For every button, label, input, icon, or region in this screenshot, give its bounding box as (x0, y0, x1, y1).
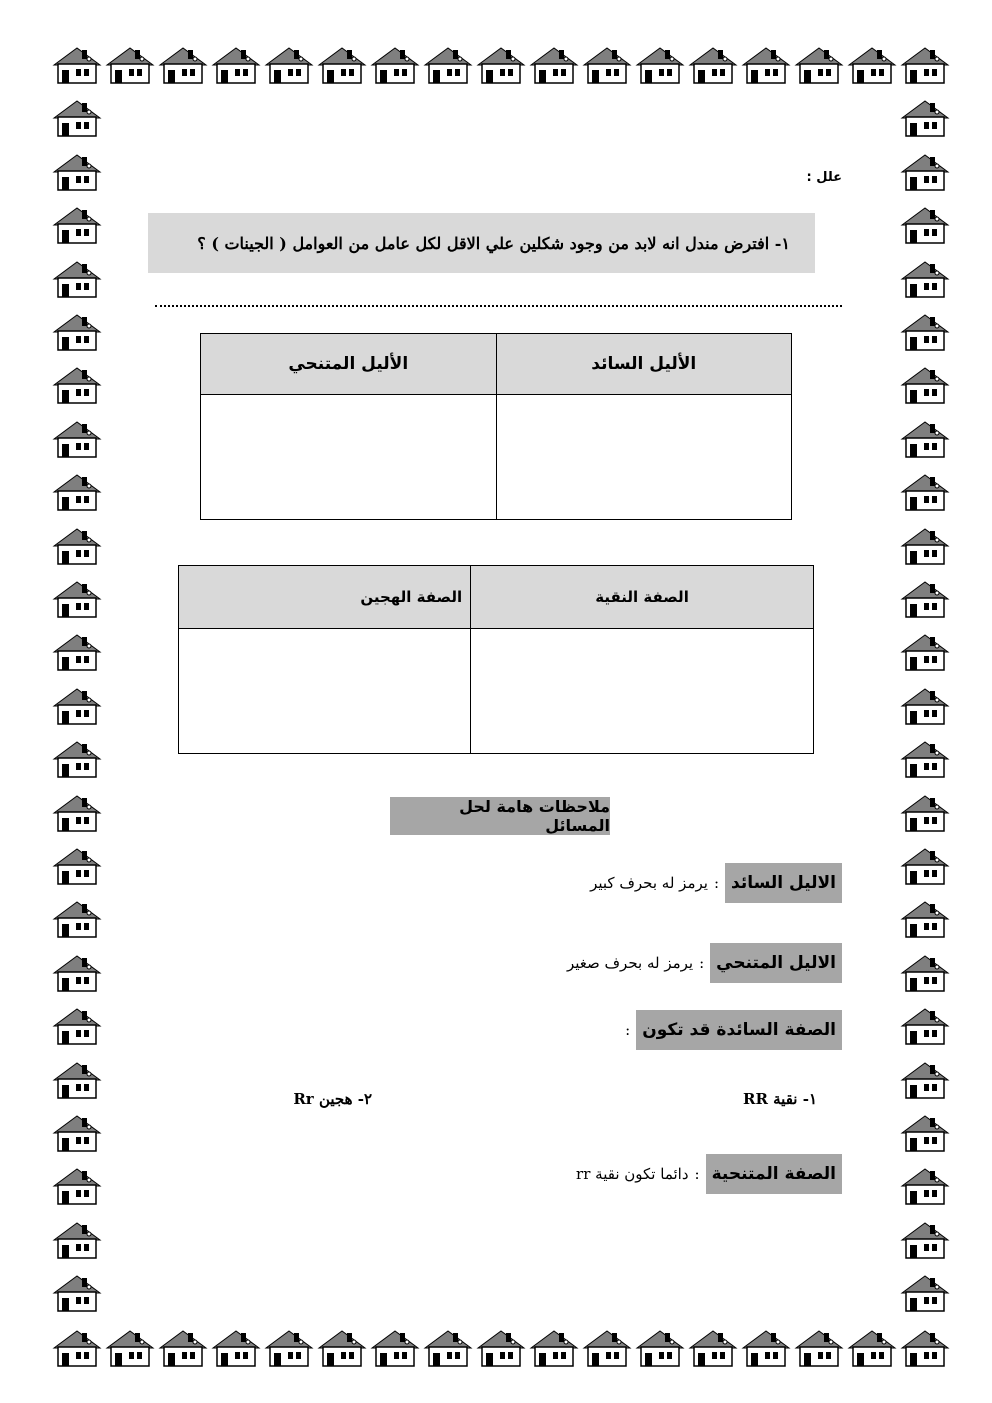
header-dominant-allele: الأليل السائد (496, 334, 792, 395)
alleles-table (200, 333, 792, 520)
note-row (567, 943, 842, 983)
note-label: الاليل المتنحي (710, 943, 842, 983)
note-label: الصفة المتنحية (706, 1154, 842, 1194)
notes-title: ملاحظات هامة لحل المسائل (390, 797, 610, 835)
option-pure: ١- نقية RR (742, 1090, 817, 1108)
note-row (619, 1010, 842, 1050)
answer-cell[interactable] (471, 629, 814, 754)
note-separator: : (713, 874, 719, 892)
question-text: ١- افترض مندل انه لابد من وجود شكلين علي الاقل لكل عامل من العوامل ( الجينات ) ؟ (197, 233, 790, 253)
header-pure-trait: الصفة النقية (471, 566, 814, 629)
header-recessive-allele: الأليل المتنحي (201, 334, 497, 395)
answer-cell[interactable] (179, 629, 471, 754)
note-separator: : (625, 1021, 631, 1039)
note-separator: : (699, 954, 705, 972)
note-label: الصفة السائدة قد تكون (636, 1010, 842, 1050)
instruction-label: علل : (806, 170, 842, 185)
note-row (576, 1154, 842, 1194)
option-hybrid: ٢- هجين Rr (293, 1090, 372, 1108)
answer-line (155, 305, 842, 307)
note-text: يرمز له بحرف صغير (566, 954, 694, 972)
note-text: دائما تكون نقية rr (576, 1165, 689, 1183)
traits-table (178, 565, 814, 754)
header-hybrid-trait: الصفة الهجين (179, 566, 471, 629)
question-box (148, 213, 815, 273)
note-separator: : (694, 1165, 700, 1183)
answer-cell[interactable] (496, 395, 792, 520)
note-label: الاليل السائد (725, 863, 842, 903)
note-row (590, 863, 842, 903)
note-text: يرمز له بحرف كبير (590, 874, 708, 892)
answer-cell[interactable] (201, 395, 497, 520)
